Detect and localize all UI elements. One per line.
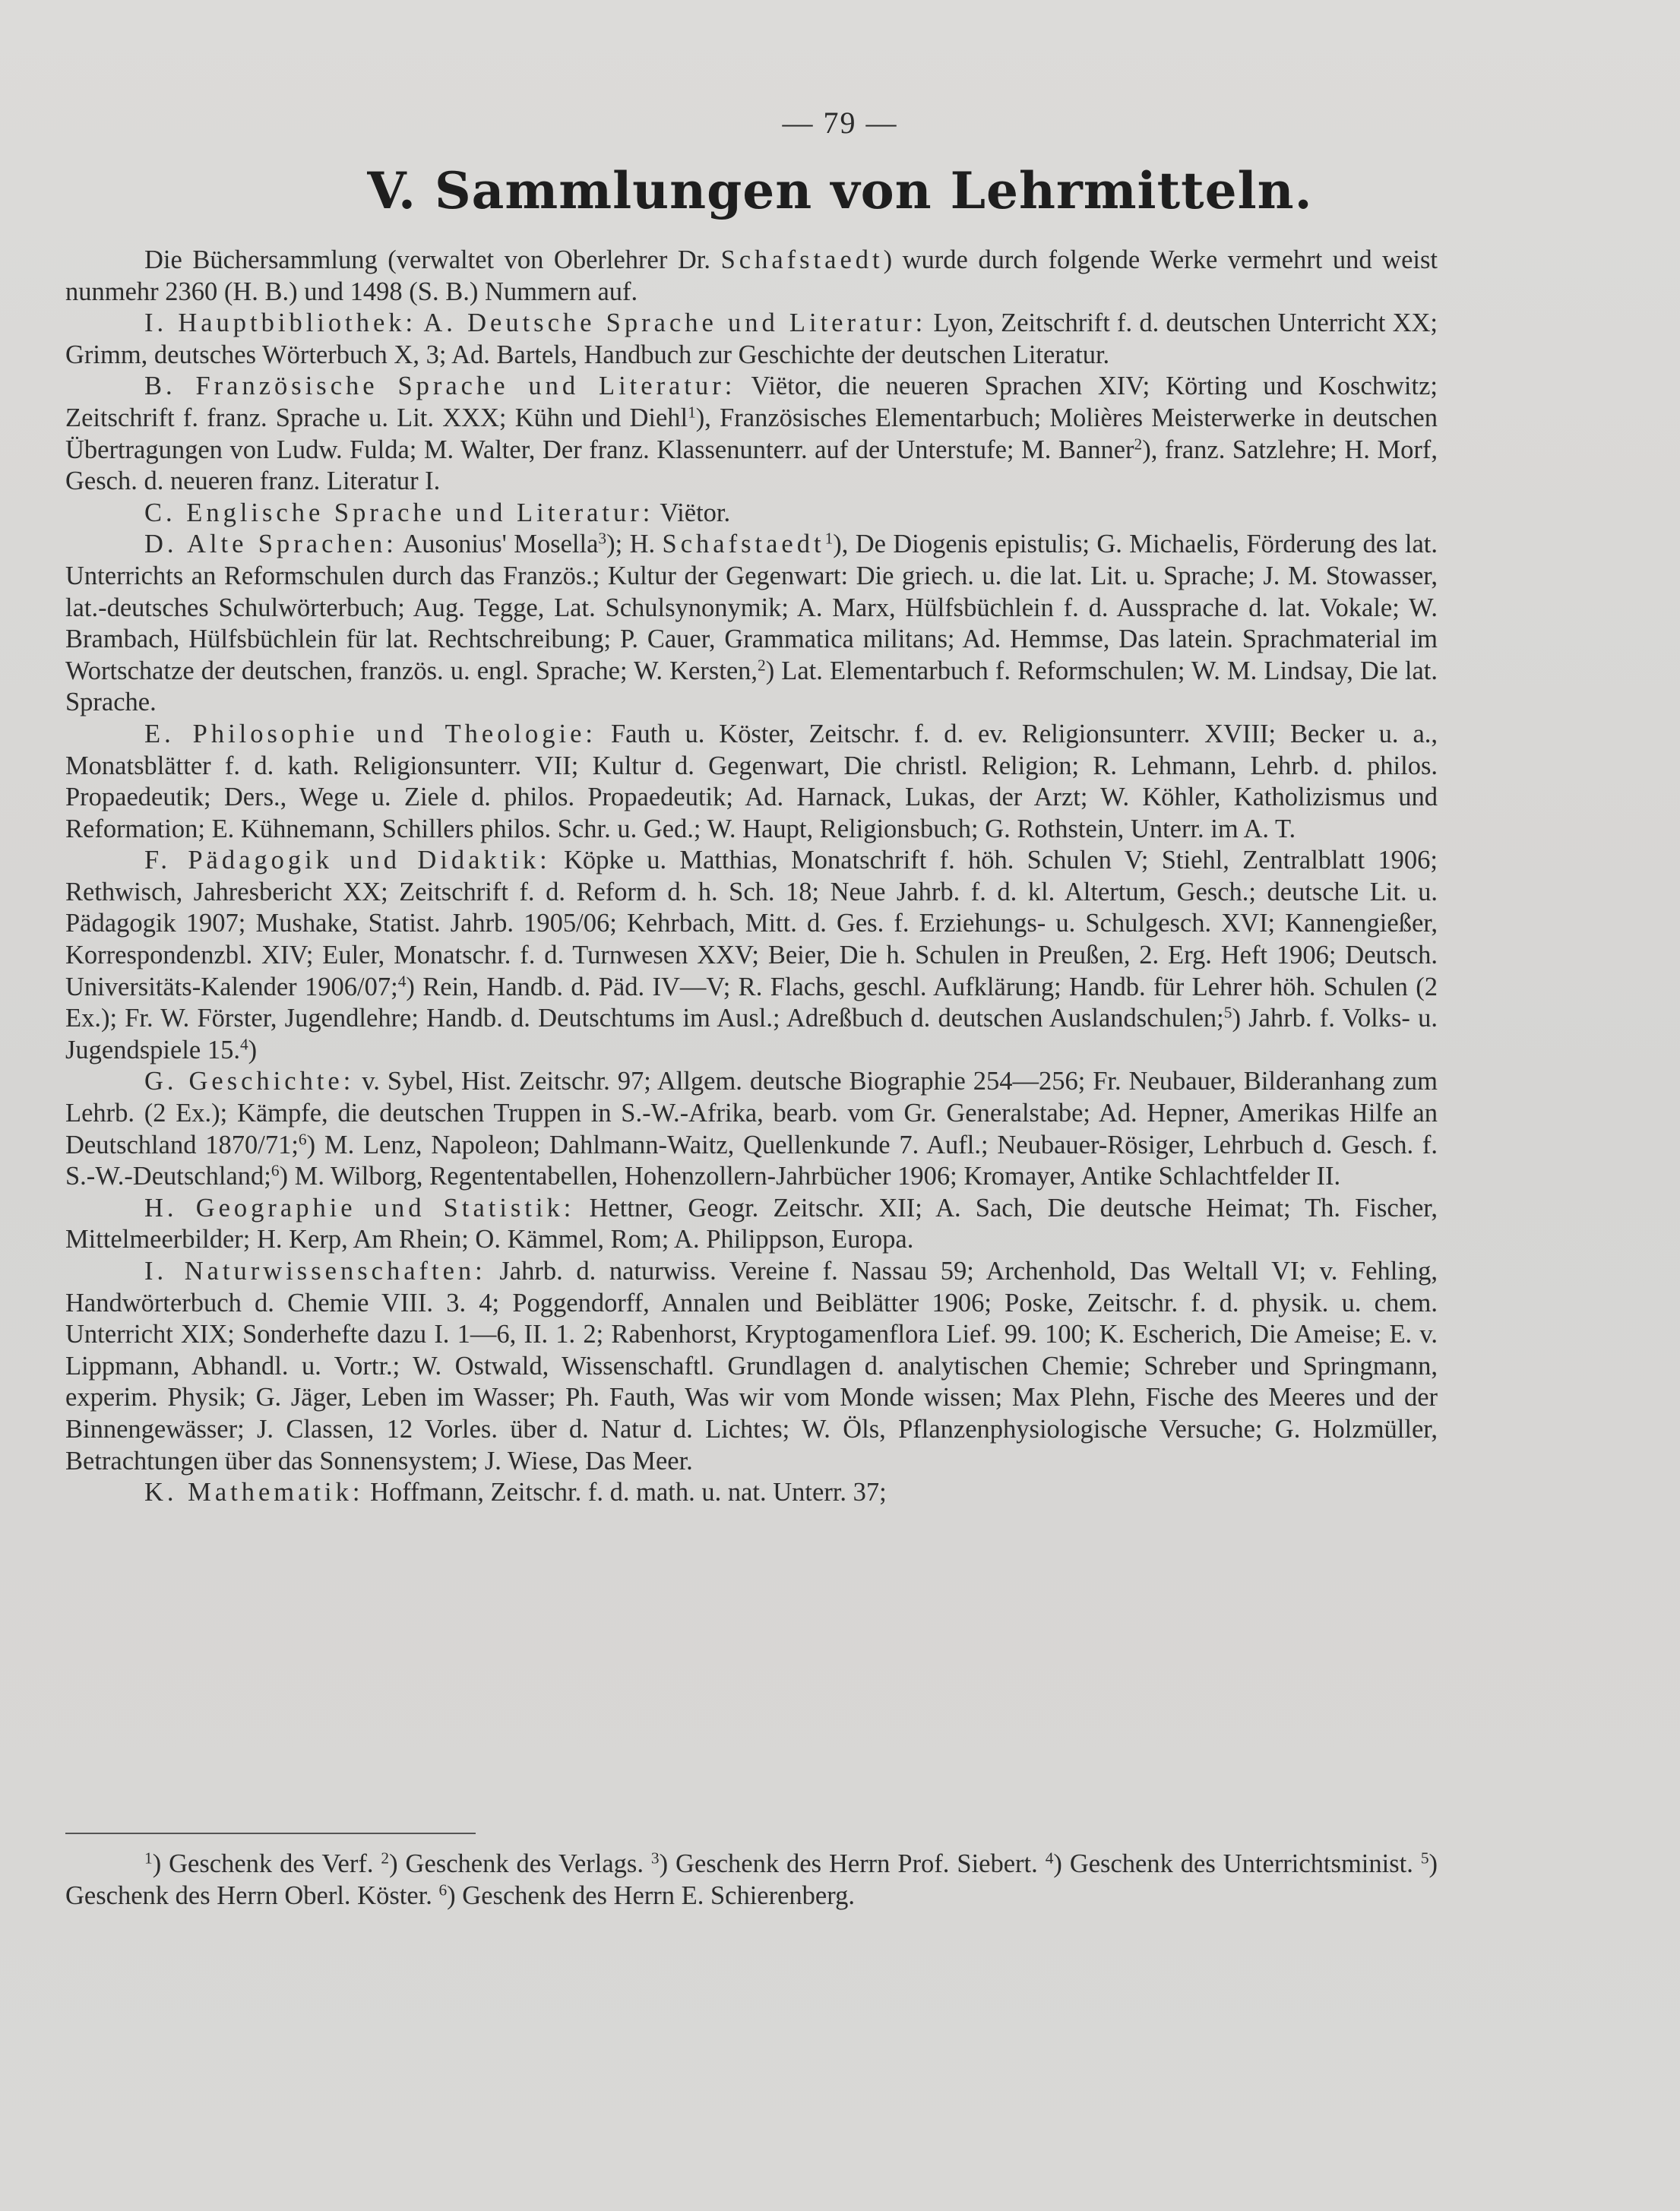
footnote-ref: 6: [271, 1161, 280, 1180]
librarian-name: Schafstaedt: [720, 245, 884, 274]
section-heading: D. Alte Sprachen:: [144, 530, 397, 559]
section-f: [65, 845, 1438, 1066]
footnote: [438, 1881, 854, 1910]
section-h: [65, 1193, 1438, 1256]
section-heading: F. Pädagogik und Didaktik:: [144, 846, 551, 875]
section-lead: I. Hauptbibliothek:: [144, 308, 417, 338]
section-text: ) M. Wilborg, Regententabellen, Hohenzollern-Jahrbücher 1906; Kromayer, Antike Schlachtfelder II.: [279, 1162, 1341, 1191]
footnote-mark: 5: [1420, 1849, 1429, 1868]
footnote-ref: 5: [1223, 1003, 1232, 1022]
section-hauptbibliothek: [65, 308, 1438, 371]
section-text: ), Französisches Elementarbuch; Molières Meisterwerke in deutschen Übertragungen von Ludw. Fulda; M. Walter, Der franz. Klassenunterr. auf der Unterstufe; M. Banner: [65, 403, 1438, 464]
section-k: [65, 1477, 1438, 1509]
footnote-text: ) Geschenk des Herrn Oberl. Köster.: [65, 1849, 1438, 1910]
section-heading: C. Englische Sprache und Literatur:: [144, 498, 654, 527]
footnote-divider: [65, 1833, 476, 1834]
intro-paragraph: [65, 245, 1438, 308]
footnote-ref: 6: [298, 1129, 307, 1148]
section-text: ), franz. Satzlehre; H. Morf, Gesch. d. neueren franz. Literatur I.: [65, 435, 1438, 496]
section-text: Viëtor.: [653, 498, 731, 527]
footnote-text: ) Geschenk des Herrn E. Schierenberg.: [447, 1881, 855, 1910]
author-name: Schafstaedt: [662, 530, 825, 559]
section-text: Hettner, Geogr. Zeitschr. XII; A. Sach, Die deutsche Heimat; Th. Fischer, Mittelmeerbilder; H. Kerp, Am Rhein; O. Kämmel, Rom; A. Philippson, Europa.: [65, 1193, 1438, 1254]
section-heading: B. Französische Sprache und Literatur:: [144, 372, 736, 401]
footnote-text: ) Geschenk des Verf.: [152, 1849, 381, 1878]
footnote: [144, 1849, 381, 1878]
footnote: [651, 1849, 1046, 1878]
section-heading: G. Geschichte:: [144, 1067, 355, 1096]
section-text: Fauth u. Köster, Zeitschr. f. d. ev. Religionsunterr. XVIII; Becker u. a., Monatsblätter f. d. kath. Religionsunterr. VII; Kultur d. Gegenwart, Die christl. Religion; R. Lehmann, Lehrb. d. philos. Propaedeutik; Ders., Wege u. Ziele d. philos. Propaedeutik; Ad. Harnack, Lukas, der Arzt; W. Köhler, Katholizismus und Reformation; E. Kühnemann, Schillers philos. Schr. u. Ged.; W. Haupt, Religionsbuch; G. Rothstein, Unterr. im A. T.: [65, 719, 1438, 843]
section-text: ) Jahrb. f. Volks- u. Jugendspiele 15.: [65, 1004, 1438, 1064]
intro-text: Die Büchersammlung (verwaltet von Oberlehrer Dr.: [144, 245, 721, 274]
section-text: Ausonius' Mosella: [397, 530, 599, 559]
footnote-text: ) Geschenk des Verlags.: [389, 1849, 651, 1878]
section-c: [65, 498, 1438, 530]
footnote-mark: 6: [438, 1880, 448, 1899]
section-text: Lyon, Zeitschrift f. d. deutschen Unterricht XX; Grimm, deutsches Wörterbuch X, 3; Ad. Bartels, Handbuch zur Geschichte der deutschen Literatur.: [65, 308, 1438, 369]
section-text: Jahrb. d. naturwiss. Vereine f. Nassau 59; Archenhold, Das Weltall VI; v. Fehling, Handwörterbuch d. Chemie VIII. 3. 4; Poggendorff, Annalen und Beiblätter 1906; Poske, Zeitschr. f. d. physik. u. chem. Unterricht XIX; Sonderhefte dazu I. 1—6, II. 1. 2; Rabenhorst, Kryptogamenflora Lief. 99. 100; K. Escherich, Die Ameise; E. v. Lippmann, Abhandl. u. Vortr.; W. Ostwald, Wissenschaftl. Grundlagen d. analytischen Chemie; Schreber und Springmann, experim. Physik; G. Jäger, Leben im Wasser; Ph. Fauth, Was wir vom Monde wissen; Max Plehn, Fische des Meeres und der Binnengewässer; J. Classen, 12 Vorles. über d. Natur d. Lichtes; W. Öls, Pflanzenphysiologische Versuche; G. Holzmüller, Betrachtungen über das Sonnensystem; J. Wiese, Das Meer.: [65, 1257, 1438, 1476]
footnote-ref: 1: [824, 529, 834, 548]
body-text: [65, 245, 1438, 1509]
footnote-ref: 2: [758, 655, 766, 674]
section-heading: A. Deutsche Sprache und Literatur:: [423, 308, 927, 338]
section-text: ) Rein, Handb. d. Päd. IV—V; R. Flachs, geschl. Aufklärung; Handb. für Lehrer höh. Schulen (2 Ex.); Fr. W. Förster, Jugendlehre; Handb. d. Deutschtums im Ausl.; Adreßbuch d. deutschen Auslandschulen;: [65, 972, 1438, 1033]
section-text: ) Lat. Elementarbuch f. Reformschulen; W. M. Lindsay, Die lat. Sprache.: [65, 656, 1438, 717]
section-e: [65, 719, 1438, 845]
footnote-mark: 2: [381, 1849, 390, 1868]
footnote-mark: 3: [650, 1849, 660, 1868]
footnote-mark: 1: [144, 1849, 153, 1868]
footnote-mark: 4: [1045, 1849, 1054, 1868]
section-text: ); H.: [606, 530, 663, 559]
section-text: ), De Diogenis epistulis; G. Michaelis, Förderung des lat. Unterrichts an Reformschulen durch das Französ.; Kultur der Gegenwart: Die griech. u. die lat. Lit. u. Sprache; J. M. Stowasser, lat.-deutsches Schulwörterbuch; Aug. Tegge, Lat. Schulsynonymik; A. Marx, Hülfsbüchlein f. d. Aussprache d. lat. Vokale; W. Brambach, Hülfsbüchlein für lat. Rechtschreibung; P. Cauer, Grammatica militans; Ad. Hemmse, Das latein. Sprachmaterial im Wortschatze der deutschen, französ. u. engl. Sprache; W. Kersten,: [65, 530, 1438, 685]
footnote: [1046, 1849, 1421, 1878]
footnote-text: ) Geschenk des Herrn Prof. Siebert.: [659, 1849, 1046, 1878]
section-heading: H. Geographie und Statistik:: [144, 1193, 575, 1223]
footnote-ref: 3: [598, 529, 607, 548]
footnote-ref: 4: [397, 971, 407, 990]
footnote-text: ) Geschenk des Unterrichtsminist.: [1053, 1849, 1421, 1878]
intro-text-cont: ) wurde durch folgende Werke vermehrt und weist nunmehr 2360 (H. B.) und 1498 (S. B.) Nummern auf.: [65, 245, 1438, 306]
footnote: [381, 1849, 651, 1878]
page-number: — 79 —: [782, 106, 898, 140]
footnote-ref: 2: [1134, 434, 1143, 453]
section-heading: E. Philosophie und Theologie:: [144, 719, 597, 748]
section-b: [65, 371, 1438, 497]
chapter-title: V. Sammlungen von Lehrmitteln.: [367, 161, 1313, 220]
section-heading: I. Naturwissenschaften:: [144, 1257, 486, 1286]
section-i: [65, 1256, 1438, 1477]
section-text: v. Sybel, Hist. Zeitschr. 97; Allgem. deutsche Biographie 254—256; Fr. Neubauer, Bilderanhang zum Lehrb. (2 Ex.); Kämpfe, die deutschen Truppen in S.-W.-Afrika, bearb. vom Gr. Generalstabe; Ad. Hepner, Amerikas Hilfe an Deutschland 1870/71;: [65, 1067, 1438, 1159]
footnote-ref: 1: [688, 403, 696, 422]
section-g: [65, 1066, 1438, 1192]
footnotes: [65, 1848, 1438, 1912]
section-text: Köpke u. Matthias, Monatschrift f. höh. Schulen V; Stiehl, Zentralblatt 1906; Rethwisch, Jahresbericht XX; Zeitschrift f. d. Reform d. h. Sch. 18; Neue Jahrb. f. d. kl. Altertum, Gesch.; deutsche Lit. u. Pädagogik 1907; Mushake, Statist. Jahrb. 1905/06; Kehrbach, Mitt. d. Ges. f. Erziehungs- u. Schulgesch. XVI; Kannengießer, Korrespondenzbl. XIV; Euler, Monatschr. f. d. Turnwesen XXV; Beier, Die h. Schulen in Preußen, 2. Erg. Heft 1906; Deutsch. Universitäts-Kalender 1906/07;: [65, 846, 1438, 1001]
footnote-ref: 4: [239, 1035, 248, 1054]
section-heading: K. Mathematik:: [144, 1478, 364, 1507]
section-text: Viëtor, die neueren Sprachen XIV; Körting und Koschwitz; Zeitschrift f. franz. Sprache u. Lit. XXX; Kühn und Diehl: [65, 372, 1438, 432]
section-text: ): [248, 1035, 258, 1064]
section-d: [65, 529, 1438, 719]
section-text: ) M. Lenz, Napoleon; Dahlmann-Waitz, Quellenkunde 7. Aufl.; Neubauer-Rösiger, Lehrbuch d. Gesch. f. S.-W.-Deutschland;: [65, 1130, 1438, 1191]
section-text: Hoffmann, Zeitschr. f. d. math. u. nat. Unterr. 37;: [363, 1478, 887, 1507]
